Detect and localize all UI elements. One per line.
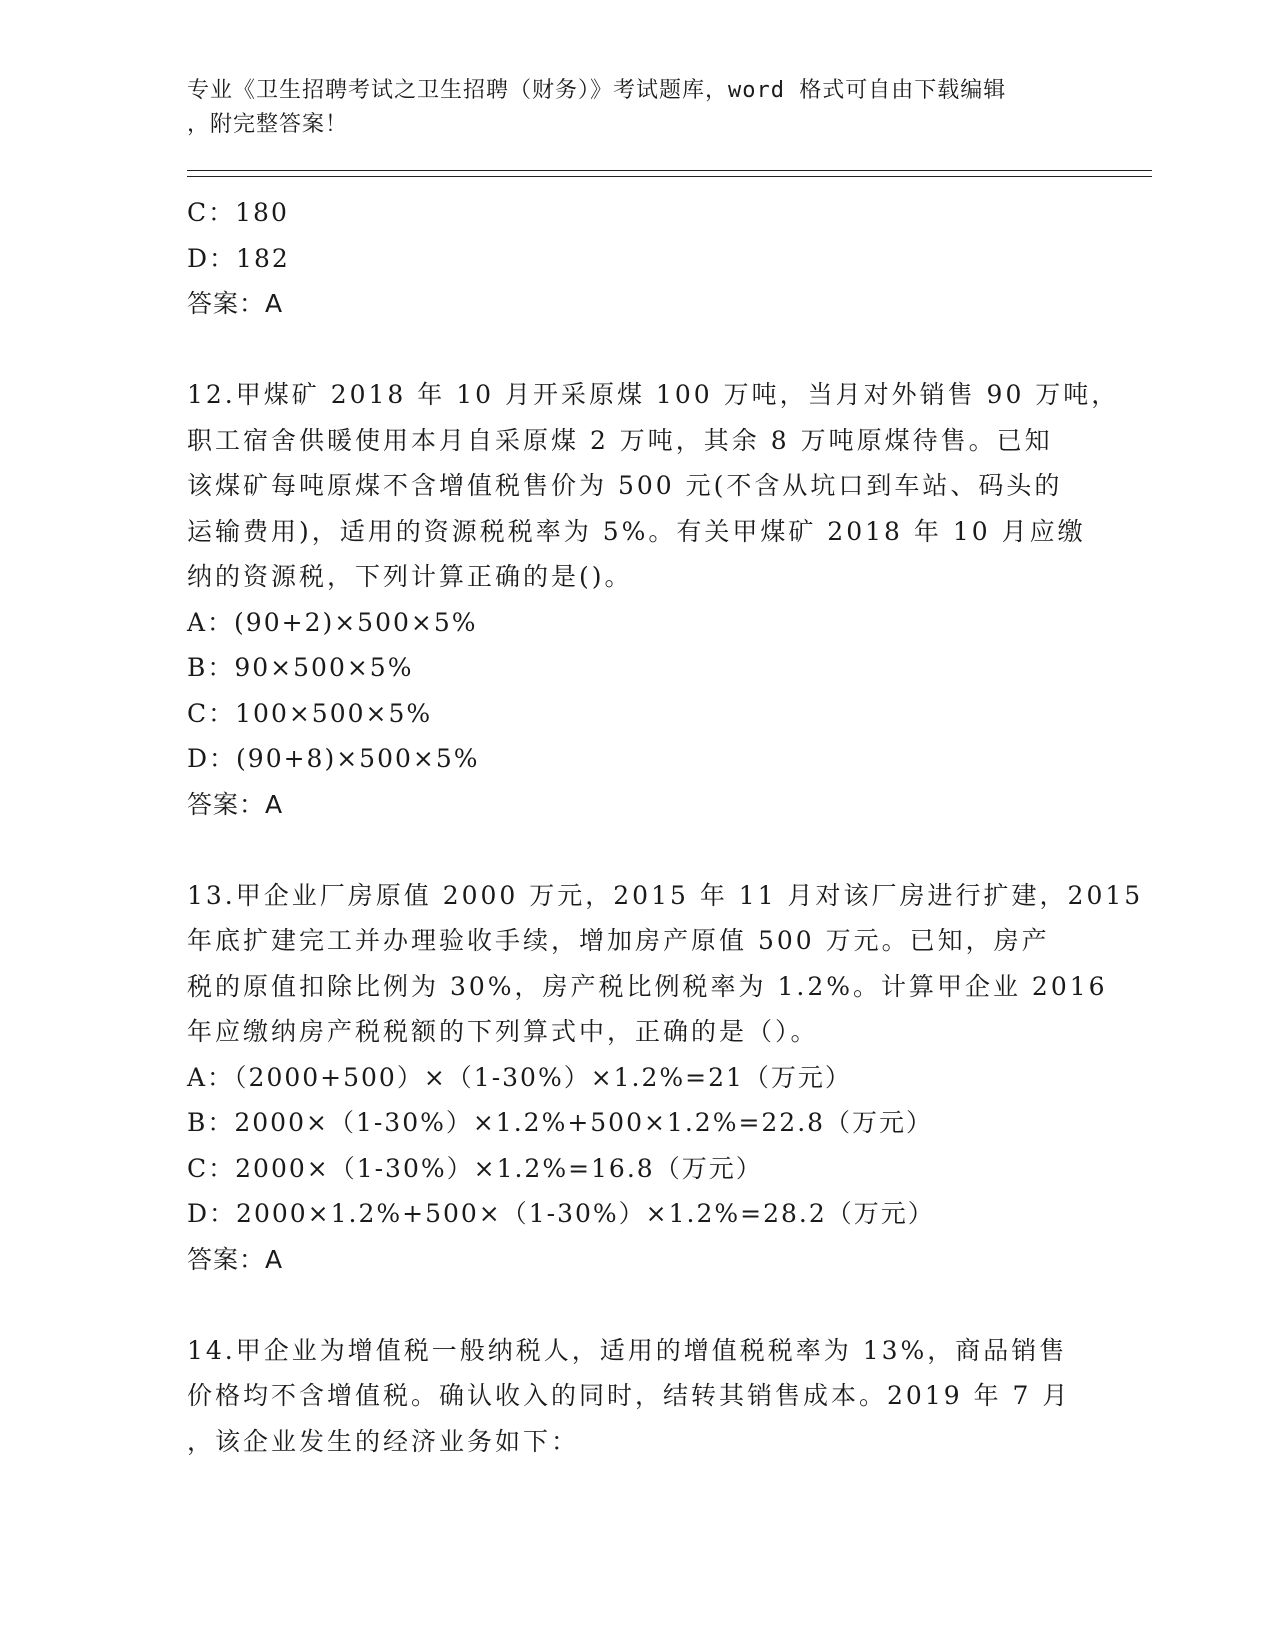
question-text-line: 税的原值扣除比例为 30%，房产税比例税率为 1.2%。计算甲企业 2016 bbox=[187, 971, 1108, 1001]
option-b: B：2000×（1-30%）×1.2%+500×1.2%=22.8（万元） bbox=[187, 1108, 934, 1137]
question-14 bbox=[187, 1328, 1087, 1465]
header-line-2: ，附完整答案！ bbox=[187, 112, 349, 137]
question-text-line: 价格均不含增值税。确认收入的同时，结转其销售成本。2019 年 7 月 bbox=[187, 1381, 1071, 1410]
option-a: A：（2000+500）×（1-30%）×1.2%=21（万元） bbox=[187, 1062, 852, 1092]
option-d: D：182 bbox=[187, 243, 290, 273]
option-b: B：90×500×5% bbox=[187, 653, 414, 682]
option-c: C：100×500×5% bbox=[187, 698, 433, 728]
question-12 bbox=[187, 372, 1120, 827]
question-text-line: 14.甲企业为增值税一般纳税人，适用的增值税税率为 13%，商品销售 bbox=[187, 1335, 1068, 1365]
question-text-line: 12.甲煤矿 2018 年 10 月开采原煤 100 万吨，当月对外销售 90 万吨， bbox=[187, 380, 1120, 409]
question-text bbox=[187, 873, 1144, 1055]
question-text-line: 年应缴纳房产税税额的下列算式中，正确的是（）。 bbox=[187, 1017, 819, 1046]
option-c: C：2000×（1-30%）×1.2%=16.8（万元） bbox=[187, 1153, 763, 1183]
question-text-line: 职工宿舍供暖使用本月自采原煤 2 万吨，其余 8 万吨原煤待售。已知 bbox=[187, 425, 1053, 455]
header-rule-bottom bbox=[187, 176, 1152, 177]
option-a: A：(90+2)×500×5% bbox=[187, 607, 478, 637]
option-d: D：(90+8)×500×5% bbox=[187, 744, 480, 773]
question-text bbox=[187, 1328, 1087, 1465]
question-13 bbox=[187, 873, 1144, 1283]
question-text-line: 13.甲企业厂房原值 2000 万元，2015 年 11 月对该厂房进行扩建，2015 bbox=[187, 880, 1144, 910]
answer: 答案：A bbox=[187, 1244, 284, 1274]
answer: 答案：A bbox=[187, 289, 284, 318]
question-text bbox=[187, 372, 1120, 600]
question-content bbox=[187, 190, 1144, 1464]
question-text-line: 运输费用)，适用的资源税税率为 5%。有关甲煤矿 2018 年 10 月应缴 bbox=[187, 516, 1086, 546]
question-text-line: 纳的资源税，下列计算正确的是()。 bbox=[187, 562, 633, 591]
header-rule-top bbox=[187, 170, 1152, 171]
question-text-line: 该煤矿每吨原煤不含增值税售价为 500 元(不含从坑口到车站、码头的 bbox=[187, 471, 1063, 500]
option-c: C：180 bbox=[187, 198, 289, 227]
answer: 答案：A bbox=[187, 789, 284, 819]
prev-question bbox=[187, 190, 1087, 327]
question-text-line: 年底扩建完工并办理验收手续，增加房产原值 500 万元。已知，房产 bbox=[187, 926, 1050, 955]
option-d: D：2000×1.2%+500×（1-30%）×1.2%=28.2（万元） bbox=[187, 1199, 935, 1228]
document-header bbox=[187, 74, 1087, 142]
question-text-line: ，该企业发生的经济业务如下： bbox=[187, 1426, 580, 1456]
header-line-1: 专业《卫生招聘考试之卫生招聘（财务）》考试题库，word 格式可自由下载编辑 bbox=[187, 78, 1007, 103]
